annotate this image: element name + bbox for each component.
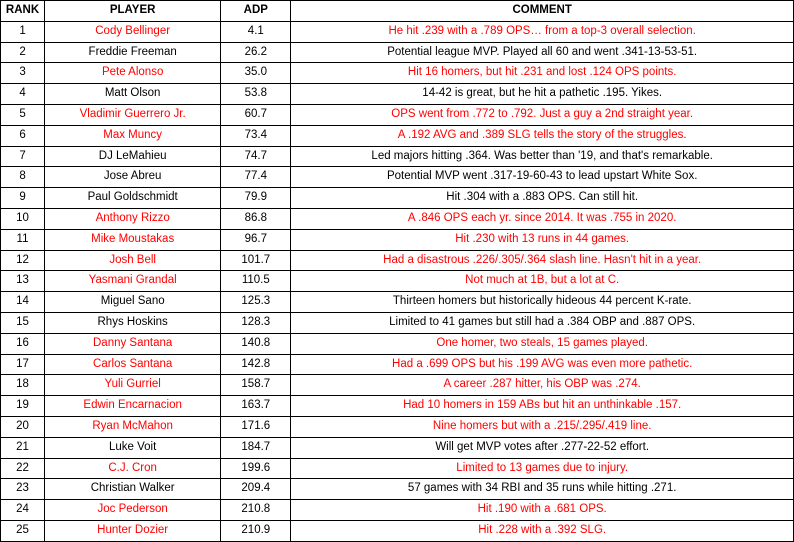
cell-comment: Hit .190 with a .681 OPS.	[291, 500, 794, 521]
table-row	[1, 208, 794, 229]
cell-rank: 8	[1, 167, 45, 188]
table-row	[1, 229, 794, 250]
cell-player: Pete Alonso	[45, 63, 221, 84]
cell-rank: 7	[1, 146, 45, 167]
cell-rank: 13	[1, 271, 45, 292]
cell-player: Paul Goldschmidt	[45, 188, 221, 209]
cell-rank: 14	[1, 292, 45, 313]
cell-comment: He hit .239 with a .789 OPS… from a top-3 overall selection.	[291, 21, 794, 42]
cell-adp: 184.7	[221, 437, 291, 458]
cell-comment: Hit .230 with 13 runs in 44 games.	[291, 229, 794, 250]
table-row	[1, 375, 794, 396]
cell-comment: Led majors hitting .364. Was better than '19, and that's remarkable.	[291, 146, 794, 167]
cell-comment: Nine homers but with a .215/.295/.419 line.	[291, 416, 794, 437]
cell-player: Max Muncy	[45, 125, 221, 146]
cell-comment: OPS went from .772 to .792. Just a guy a 2nd straight year.	[291, 104, 794, 125]
table-row	[1, 271, 794, 292]
cell-adp: 163.7	[221, 396, 291, 417]
cell-adp: 96.7	[221, 229, 291, 250]
cell-player: C.J. Cron	[45, 458, 221, 479]
table-row	[1, 292, 794, 313]
column-header-rank: RANK	[1, 1, 45, 22]
table-row	[1, 500, 794, 521]
cell-player: Edwin Encarnacion	[45, 396, 221, 417]
cell-player: Mike Moustakas	[45, 229, 221, 250]
cell-player: Josh Bell	[45, 250, 221, 271]
cell-adp: 128.3	[221, 312, 291, 333]
table-row	[1, 125, 794, 146]
cell-comment: A .192 AVG and .389 SLG tells the story of the struggles.	[291, 125, 794, 146]
cell-rank: 2	[1, 42, 45, 63]
cell-player: Anthony Rizzo	[45, 208, 221, 229]
cell-adp: 142.8	[221, 354, 291, 375]
cell-comment: A career .287 hitter, his OBP was .274.	[291, 375, 794, 396]
cell-comment: Had a .699 OPS but his .199 AVG was even more pathetic.	[291, 354, 794, 375]
table-row	[1, 416, 794, 437]
cell-comment: Hit .304 with a .883 OPS. Can still hit.	[291, 188, 794, 209]
cell-adp: 210.9	[221, 520, 291, 541]
table-row	[1, 21, 794, 42]
cell-player: Vladimir Guerrero Jr.	[45, 104, 221, 125]
cell-comment: Not much at 1B, but a lot at C.	[291, 271, 794, 292]
table-row	[1, 458, 794, 479]
table-row	[1, 63, 794, 84]
cell-rank: 6	[1, 125, 45, 146]
cell-rank: 15	[1, 312, 45, 333]
cell-player: Yasmani Grandal	[45, 271, 221, 292]
cell-player: Christian Walker	[45, 479, 221, 500]
cell-rank: 1	[1, 21, 45, 42]
table-row	[1, 312, 794, 333]
table-row	[1, 188, 794, 209]
cell-adp: 210.8	[221, 500, 291, 521]
cell-adp: 209.4	[221, 479, 291, 500]
table-row	[1, 42, 794, 63]
cell-comment: Hit .228 with a .392 SLG.	[291, 520, 794, 541]
column-header-adp: ADP	[221, 1, 291, 22]
table-row	[1, 250, 794, 271]
cell-adp: 74.7	[221, 146, 291, 167]
cell-adp: 77.4	[221, 167, 291, 188]
cell-rank: 16	[1, 333, 45, 354]
cell-comment: Potential MVP went .317-19-60-43 to lead upstart White Sox.	[291, 167, 794, 188]
cell-adp: 26.2	[221, 42, 291, 63]
table-header-row	[1, 1, 794, 22]
cell-player: Carlos Santana	[45, 354, 221, 375]
table-row	[1, 479, 794, 500]
cell-rank: 19	[1, 396, 45, 417]
cell-rank: 3	[1, 63, 45, 84]
cell-adp: 86.8	[221, 208, 291, 229]
cell-adp: 199.6	[221, 458, 291, 479]
cell-comment: Had a disastrous .226/.305/.364 slash line. Hasn't hit in a year.	[291, 250, 794, 271]
cell-comment: Limited to 13 games due to injury.	[291, 458, 794, 479]
cell-player: Rhys Hoskins	[45, 312, 221, 333]
cell-player: Yuli Gurriel	[45, 375, 221, 396]
cell-comment: One homer, two steals, 15 games played.	[291, 333, 794, 354]
table-row	[1, 333, 794, 354]
cell-player: Matt Olson	[45, 84, 221, 105]
cell-rank: 25	[1, 520, 45, 541]
table-row	[1, 354, 794, 375]
cell-player: Hunter Dozier	[45, 520, 221, 541]
cell-adp: 140.8	[221, 333, 291, 354]
cell-rank: 17	[1, 354, 45, 375]
cell-adp: 125.3	[221, 292, 291, 313]
cell-comment: Hit 16 homers, but hit .231 and lost .124 OPS points.	[291, 63, 794, 84]
cell-adp: 110.5	[221, 271, 291, 292]
cell-comment: Will get MVP votes after .277-22-52 effort.	[291, 437, 794, 458]
cell-rank: 12	[1, 250, 45, 271]
cell-comment: 14-42 is great, but he hit a pathetic .195. Yikes.	[291, 84, 794, 105]
cell-comment: Had 10 homers in 159 ABs but hit an unthinkable .157.	[291, 396, 794, 417]
cell-comment: Thirteen homers but historically hideous 44 percent K-rate.	[291, 292, 794, 313]
table-row	[1, 84, 794, 105]
cell-comment: A .846 OPS each yr. since 2014. It was .755 in 2020.	[291, 208, 794, 229]
table-row	[1, 437, 794, 458]
cell-player: Luke Voit	[45, 437, 221, 458]
table-row	[1, 146, 794, 167]
cell-rank: 10	[1, 208, 45, 229]
cell-rank: 4	[1, 84, 45, 105]
cell-adp: 35.0	[221, 63, 291, 84]
cell-comment: 57 games with 34 RBI and 35 runs while hitting .271.	[291, 479, 794, 500]
cell-player: Miguel Sano	[45, 292, 221, 313]
cell-comment: Limited to 41 games but still had a .384 OBP and .887 OPS.	[291, 312, 794, 333]
cell-adp: 101.7	[221, 250, 291, 271]
cell-player: Jose Abreu	[45, 167, 221, 188]
cell-adp: 171.6	[221, 416, 291, 437]
cell-player: Danny Santana	[45, 333, 221, 354]
cell-rank: 21	[1, 437, 45, 458]
cell-rank: 9	[1, 188, 45, 209]
cell-rank: 24	[1, 500, 45, 521]
cell-rank: 22	[1, 458, 45, 479]
column-header-comment: COMMENT	[291, 1, 794, 22]
column-header-player: PLAYER	[45, 1, 221, 22]
table-row	[1, 104, 794, 125]
cell-player: Ryan McMahon	[45, 416, 221, 437]
cell-adp: 79.9	[221, 188, 291, 209]
cell-player: DJ LeMahieu	[45, 146, 221, 167]
table-row	[1, 520, 794, 541]
cell-rank: 23	[1, 479, 45, 500]
cell-rank: 5	[1, 104, 45, 125]
cell-adp: 158.7	[221, 375, 291, 396]
cell-adp: 60.7	[221, 104, 291, 125]
cell-player: Cody Bellinger	[45, 21, 221, 42]
cell-rank: 20	[1, 416, 45, 437]
cell-adp: 4.1	[221, 21, 291, 42]
cell-rank: 11	[1, 229, 45, 250]
table-row	[1, 167, 794, 188]
table-row	[1, 396, 794, 417]
cell-adp: 73.4	[221, 125, 291, 146]
cell-player: Joc Pederson	[45, 500, 221, 521]
cell-adp: 53.8	[221, 84, 291, 105]
cell-rank: 18	[1, 375, 45, 396]
cell-player: Freddie Freeman	[45, 42, 221, 63]
cell-comment: Potential league MVP. Played all 60 and went .341-13-53-51.	[291, 42, 794, 63]
